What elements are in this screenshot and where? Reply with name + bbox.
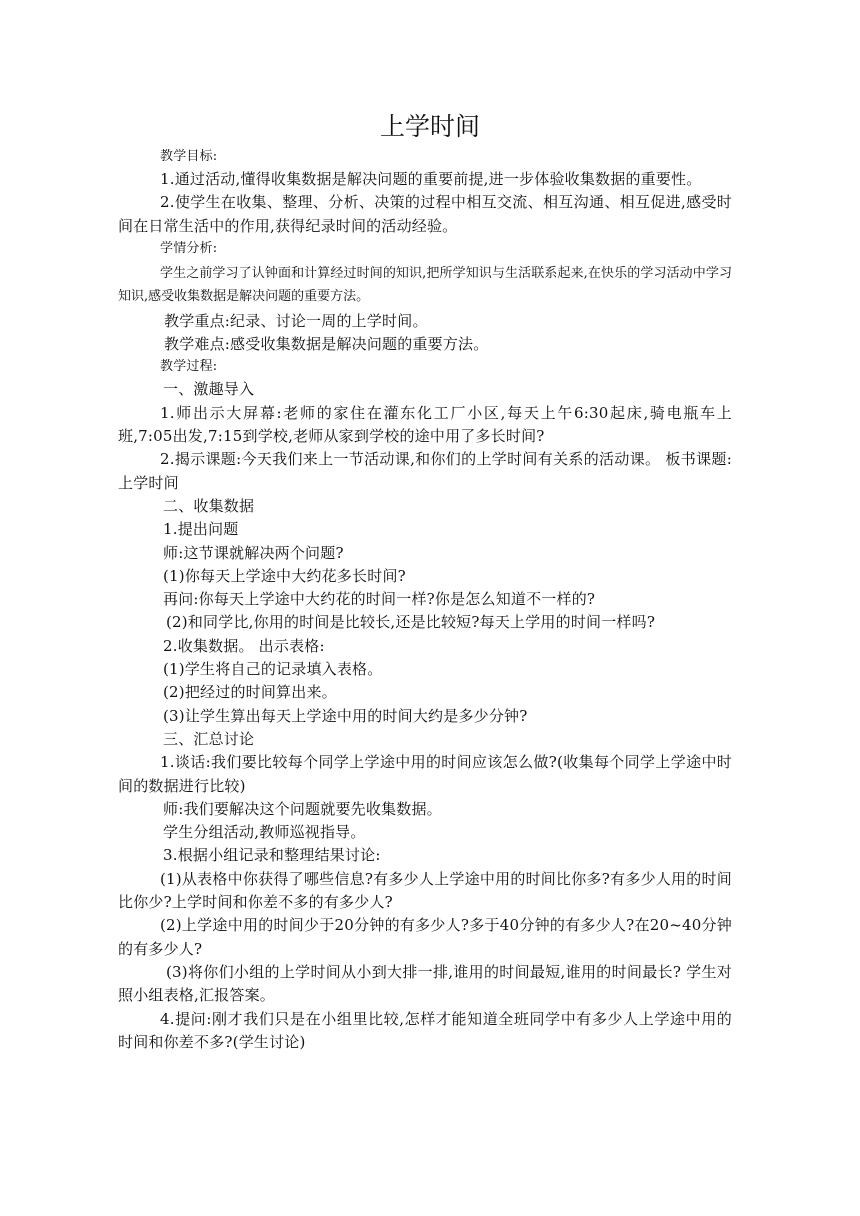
paragraph: 1.师出示大屏幕:老师的家住在灌东化工厂小区,每天上午6:30起床,骑电瓶车上班,7:05出发,7:15到学校,老师从家到学校的途中用了多长时间? [118, 403, 732, 446]
paragraph-key-point: 教学重点:纪录、讨论一周的上学时间。 [164, 311, 428, 330]
paragraph: 1.通过活动,懂得收集数据是解决问题的重要前提,进一步体验收集数据的重要性。 [160, 170, 702, 188]
list-item: 再问:你每天上学途中大约花的时间一样?你是怎么知道不一样的? [163, 590, 596, 609]
paragraph: 2.揭示课题:今天我们来上一节活动课,和你们的上学时间有关系的活动课。 板书课题:上学时间 [118, 450, 732, 492]
list-item: 1.提出问题 [163, 520, 239, 539]
paragraph: 2.使学生在收集、整理、分析、决策的过程中相互交流、相互沟通、相互促进,感受时间在日常生活中的作用,获得纪录时间的活动经验。 [118, 193, 732, 235]
section-heading: 二、收集数据 [163, 496, 255, 515]
paragraph-difficult-point: 教学难点:感受收集数据是解决问题的重要方法。 [164, 335, 489, 354]
list-item: 师:这节课就解决两个问题? [163, 543, 344, 562]
list-item: (2)把经过的时间算出来。 [163, 683, 337, 702]
list-item: 3.根据小组记录和整理结果讨论: [163, 846, 381, 865]
paragraph: 学生之前学习了认钟面和计算经过时间的知识,把所学知识与生活联系起来,在快乐的学习活动中学习知识,感受收集数据是解决问题的重要方法。 [118, 265, 732, 304]
section-heading: 三、汇总讨论 [163, 729, 255, 748]
paragraph: 4.提问:刚才我们只是在小组里比较,怎样才能知道全班同学中有多少人上学途中用的时间和你差不多?(学生讨论) [118, 1009, 732, 1051]
section-heading: 一、激趣导入 [163, 380, 255, 399]
list-item: (1)学生将自己的记录填入表格。 [163, 660, 383, 679]
paragraph: (1)从表格中你获得了哪些信息?有多少人上学途中用的时间比你多?有多少人用的时间比你少?上学时间和你差不多的有多少人? [118, 869, 732, 912]
heading-teaching-process: 教学过程: [160, 359, 218, 375]
heading-teaching-goals: 教学目标: [160, 149, 218, 164]
paragraph: 1.谈话:我们要比较每个同学上学途中用的时间应该怎么做?(收集每个同学上学途中时间的数据进行比较) [118, 753, 732, 795]
paragraph: (2)和同学比,你用的时间是比较长,还是比较短?每天上学用的时间一样吗? [166, 613, 656, 632]
list-item: (1)你每天上学途中大约花多长时间? [163, 566, 406, 585]
paragraph: (3)将你们小组的上学时间从小到大排一排,谁用的时间最短,谁用的时间最长? 学生对照小组表格,汇报答案。 [118, 962, 732, 1005]
document-body [118, 146, 732, 1054]
list-item: (3)让学生算出每天上学途中用的时间大约是多少分钟? [163, 706, 528, 725]
document-title: 上学时间 [379, 112, 480, 141]
list-item: 学生分组活动,教师巡视指导。 [163, 823, 366, 842]
paragraph: (2)上学途中用的时间少于20分钟的有多少人?多于40分钟的有多少人?在20~40分钟的有多少人? [118, 916, 732, 958]
list-item: 2.收集数据。 出示表格: [163, 636, 325, 655]
heading-learner-analysis: 学情分析: [160, 240, 218, 256]
list-item: 师:我们要解决这个问题就要先收集数据。 [163, 799, 442, 818]
